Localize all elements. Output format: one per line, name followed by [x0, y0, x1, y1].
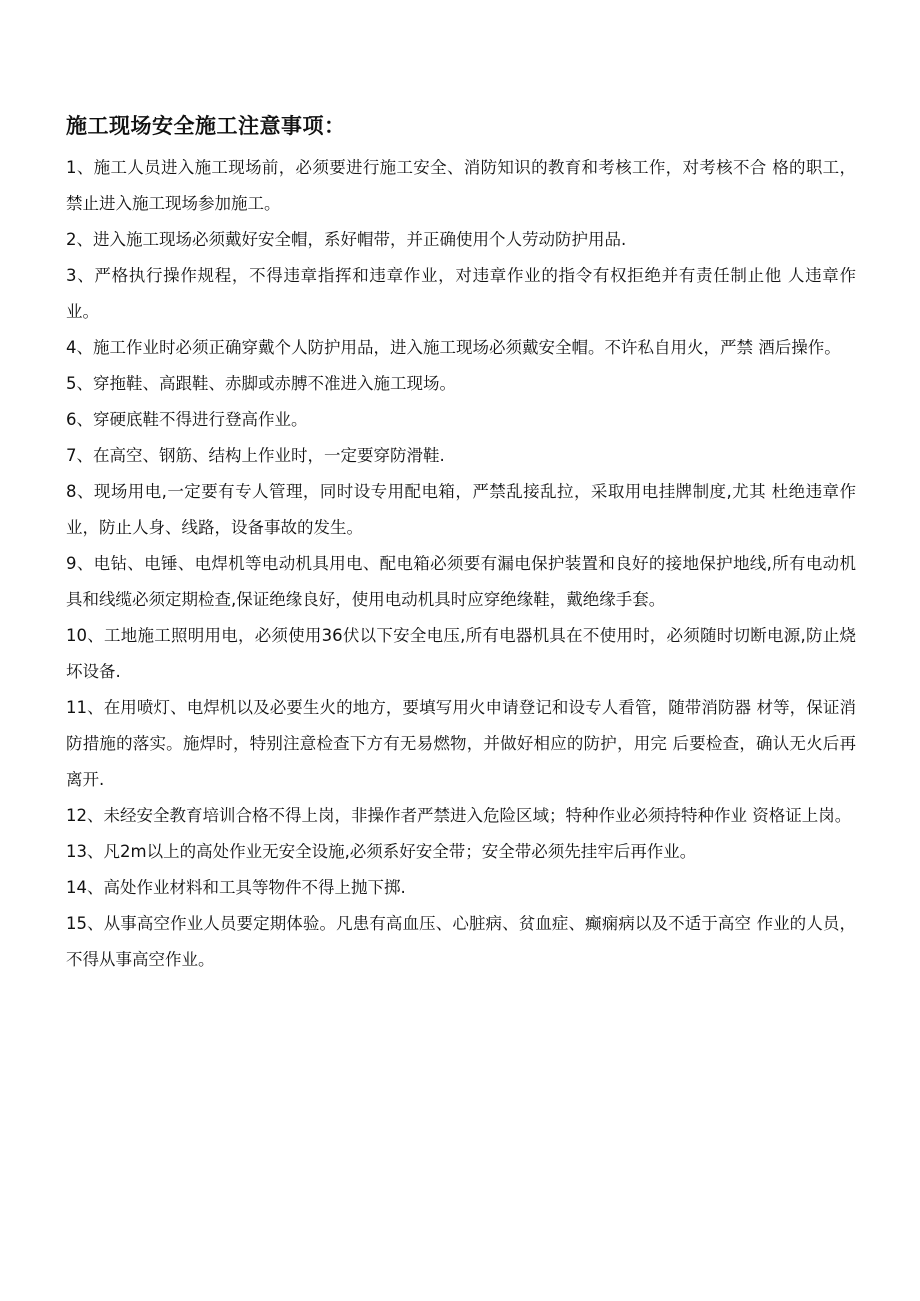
list-item-9: 9、电钻、电锤、电焊机等电动机具用电、配电箱必须要有漏电保护装置和良好的接地保护地线,所有电动机具和线缆必须定期检查,保证绝缘良好，使用电动机具时应穿绝缘鞋，戴绝缘手套。	[66, 554, 856, 609]
list-item-12: 12、未经安全教育培训合格不得上岗，非操作者严禁进入危险区域；特种作业必须持特种作业 资格证上岗。	[66, 806, 852, 825]
list-item-15: 15、从事高空作业人员要定期体验。凡患有高血压、心脏病、贫血症、癫痫病以及不适于高空 作业的人员，不得从事高空作业。	[66, 914, 856, 969]
list-item-1: 1、施工人员进入施工现场前，必须要进行施工安全、消防知识的教育和考核工作，对考核不合 格的职工，禁止进入施工现场参加施工。	[66, 158, 856, 213]
list-item-3: 3、严格执行操作规程，不得违章指挥和违章作业，对违章作业的指令有权拒绝并有责任制止他 人违章作业。	[66, 266, 856, 321]
list-item-13: 13、凡2m以上的高处作业无安全设施,必须系好安全带；安全带必须先挂牢后再作业。	[66, 842, 697, 861]
list-item-4: 4、施工作业时必须正确穿戴个人防护用品，进入施工现场必须戴安全帽。不许私自用火，严禁 酒后操作。	[66, 338, 841, 357]
list-item-6: 6、穿硬底鞋不得进行登高作业。	[66, 410, 308, 429]
list-item-7: 7、在高空、钢筋、结构上作业时，一定要穿防滑鞋.	[66, 446, 445, 465]
document-page	[66, 112, 856, 978]
list-item-10: 10、工地施工照明用电，必须使用36伏以下安全电压,所有电器机具在不使用时，必须随时切断电源,防止烧坏设备.	[66, 626, 856, 681]
list-item-5: 5、穿拖鞋、高跟鞋、赤脚或赤膊不准进入施工现场。	[66, 374, 456, 393]
list-item-8: 8、现场用电,一定要有专人管理，同时设专用配电箱，严禁乱接乱拉，采取用电挂牌制度,尤其 杜绝违章作业，防止人身、线路，设备事故的发生。	[66, 482, 856, 537]
list-item-11: 11、在用喷灯、电焊机以及必要生火的地方，要填写用火申请登记和设专人看管，随带消防器 材等，保证消防措施的落实。施焊时，特别注意检查下方有无易燃物，并做好相应的防护，用完 后要检查，确认无火后再离开.	[66, 698, 856, 789]
page-title: 施工现场安全施工注意事项：	[66, 113, 346, 138]
list-item-2: 2、进入施工现场必须戴好安全帽，系好帽带，并正确使用个人劳动防护用品.	[66, 230, 627, 249]
list-item-14: 14、高处作业材料和工具等物件不得上抛下掷.	[66, 878, 406, 897]
